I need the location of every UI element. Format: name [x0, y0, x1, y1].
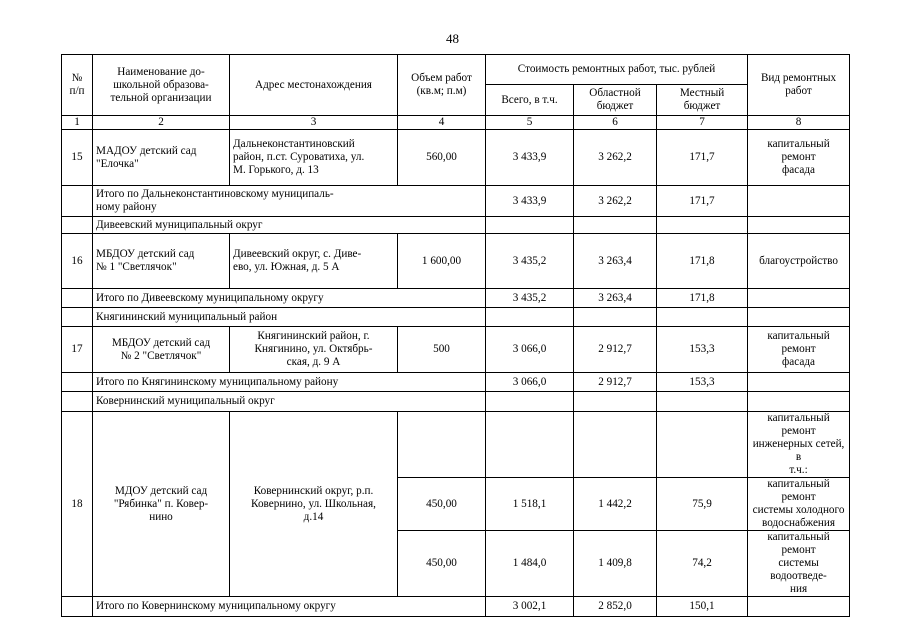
header-address: Адрес местонахождения	[230, 55, 398, 116]
cost-total: 3 066,0	[486, 373, 574, 392]
header-row	[62, 55, 850, 85]
cost-total: 3 435,2	[486, 234, 574, 289]
section-title: Дивеевский муниципальный округ	[93, 217, 486, 234]
cost-total: 3 433,9	[486, 130, 574, 186]
section-row	[62, 392, 850, 412]
col-number: 5	[486, 116, 574, 130]
cost-total: 3 066,0	[486, 327, 574, 373]
total-label: Итого по Княгининскому муниципальному району	[93, 373, 486, 392]
work-type: капитальный ремонт фасада	[748, 327, 850, 373]
work-volume: 450,00	[398, 531, 486, 597]
work-volume: 500	[398, 327, 486, 373]
cost-local: 74,2	[657, 531, 748, 597]
cost-local: 153,3	[657, 327, 748, 373]
col-number: 4	[398, 116, 486, 130]
cost-local: 171,8	[657, 289, 748, 308]
total-label: Итого по Дальнеконстантиновскому муниципаль- ному району	[93, 186, 486, 217]
row-num: 15	[62, 130, 93, 186]
cost-regional: 1 409,8	[574, 531, 657, 597]
work-type: капитальный ремонт инженерных сетей, в т.ч.:	[748, 412, 850, 478]
work-volume: 450,00	[398, 478, 486, 531]
section-title: Ковернинский муниципальный округ	[93, 392, 486, 412]
total-label: Итого по Ковернинскому муниципальному округу	[93, 597, 486, 617]
cost-local: 171,7	[657, 186, 748, 217]
section-row	[62, 217, 850, 234]
work-type: капитальный ремонт системы холодного водоснабжения	[748, 478, 850, 531]
org-name: МБДОУ детский сад № 1 "Светлячок"	[93, 234, 230, 289]
col-number: 7	[657, 116, 748, 130]
cost-total: 1 484,0	[486, 531, 574, 597]
cost-regional: 2 912,7	[574, 327, 657, 373]
row-num: 17	[62, 327, 93, 373]
cost-regional: 3 262,2	[574, 186, 657, 217]
total-label: Итого по Дивеевскому муниципальному округу	[93, 289, 486, 308]
col-number: 2	[93, 116, 230, 130]
work-volume: 1 600,00	[398, 234, 486, 289]
header-name: Наименование до- школьной образова- тельной организации	[93, 55, 230, 116]
org-name: МДОУ детский сад "Рябинка" п. Ковер- нино	[93, 412, 230, 597]
cost-local: 153,3	[657, 373, 748, 392]
page-number: 48	[446, 31, 459, 46]
header-total: Всего, в т.ч.	[486, 85, 574, 116]
row-num: 16	[62, 234, 93, 289]
org-address: Княгининский район, г. Княгинино, ул. Октябрь- ская, д. 9 А	[230, 327, 398, 373]
table-row	[62, 412, 850, 478]
cost-regional: 3 263,4	[574, 234, 657, 289]
cost-total: 3 002,1	[486, 597, 574, 617]
column-numbers-row	[62, 116, 850, 130]
org-name: МАДОУ детский сад "Елочка"	[93, 130, 230, 186]
table-row	[62, 130, 850, 186]
cost-regional: 2 852,0	[574, 597, 657, 617]
cost-total: 3 433,9	[486, 186, 574, 217]
col-number: 6	[574, 116, 657, 130]
total-row	[62, 186, 850, 217]
cost-regional: 3 262,2	[574, 130, 657, 186]
cost-total: 3 435,2	[486, 289, 574, 308]
total-row	[62, 373, 850, 392]
repair-works-table	[61, 54, 850, 617]
work-type: капитальный ремонт фасада	[748, 130, 850, 186]
org-address: Ковернинский округ, р.п. Ковернино, ул. Школьная, д.14	[230, 412, 398, 597]
cost-local: 171,7	[657, 130, 748, 186]
header-num: № п/п	[62, 55, 93, 116]
org-name: МБДОУ детский сад № 2 "Светлячок"	[93, 327, 230, 373]
work-type: капитальный ремонт системы водоотведе- ния	[748, 531, 850, 597]
cost-regional: 2 912,7	[574, 373, 657, 392]
cost-local: 75,9	[657, 478, 748, 531]
col-number: 8	[748, 116, 850, 130]
header-local: Местный бюджет	[657, 85, 748, 116]
work-type: благоустройство	[748, 234, 850, 289]
cost-regional: 1 442,2	[574, 478, 657, 531]
work-volume: 560,00	[398, 130, 486, 186]
table-row	[62, 327, 850, 373]
org-address: Дальнеконстантиновский район, п.ст. Суроватиха, ул. М. Горького, д. 13	[230, 130, 398, 186]
row-num: 18	[62, 412, 93, 597]
total-row	[62, 289, 850, 308]
cost-local: 150,1	[657, 597, 748, 617]
cost-regional: 3 263,4	[574, 289, 657, 308]
table-row	[62, 234, 850, 289]
col-number: 3	[230, 116, 398, 130]
header-volume: Объем работ (кв.м; п.м)	[398, 55, 486, 116]
header-cost-group: Стоимость ремонтных работ, тыс. рублей	[486, 55, 748, 85]
total-row	[62, 597, 850, 617]
org-address: Дивеевский округ, с. Диве- ево, ул. Южная, д. 5 А	[230, 234, 398, 289]
cost-local: 171,8	[657, 234, 748, 289]
header-regional: Областной бюджет	[574, 85, 657, 116]
col-number: 1	[62, 116, 93, 130]
section-title: Княгининский муниципальный район	[93, 308, 486, 327]
header-work-type: Вид ремонтных работ	[748, 55, 850, 116]
section-row	[62, 308, 850, 327]
cost-total: 1 518,1	[486, 478, 574, 531]
